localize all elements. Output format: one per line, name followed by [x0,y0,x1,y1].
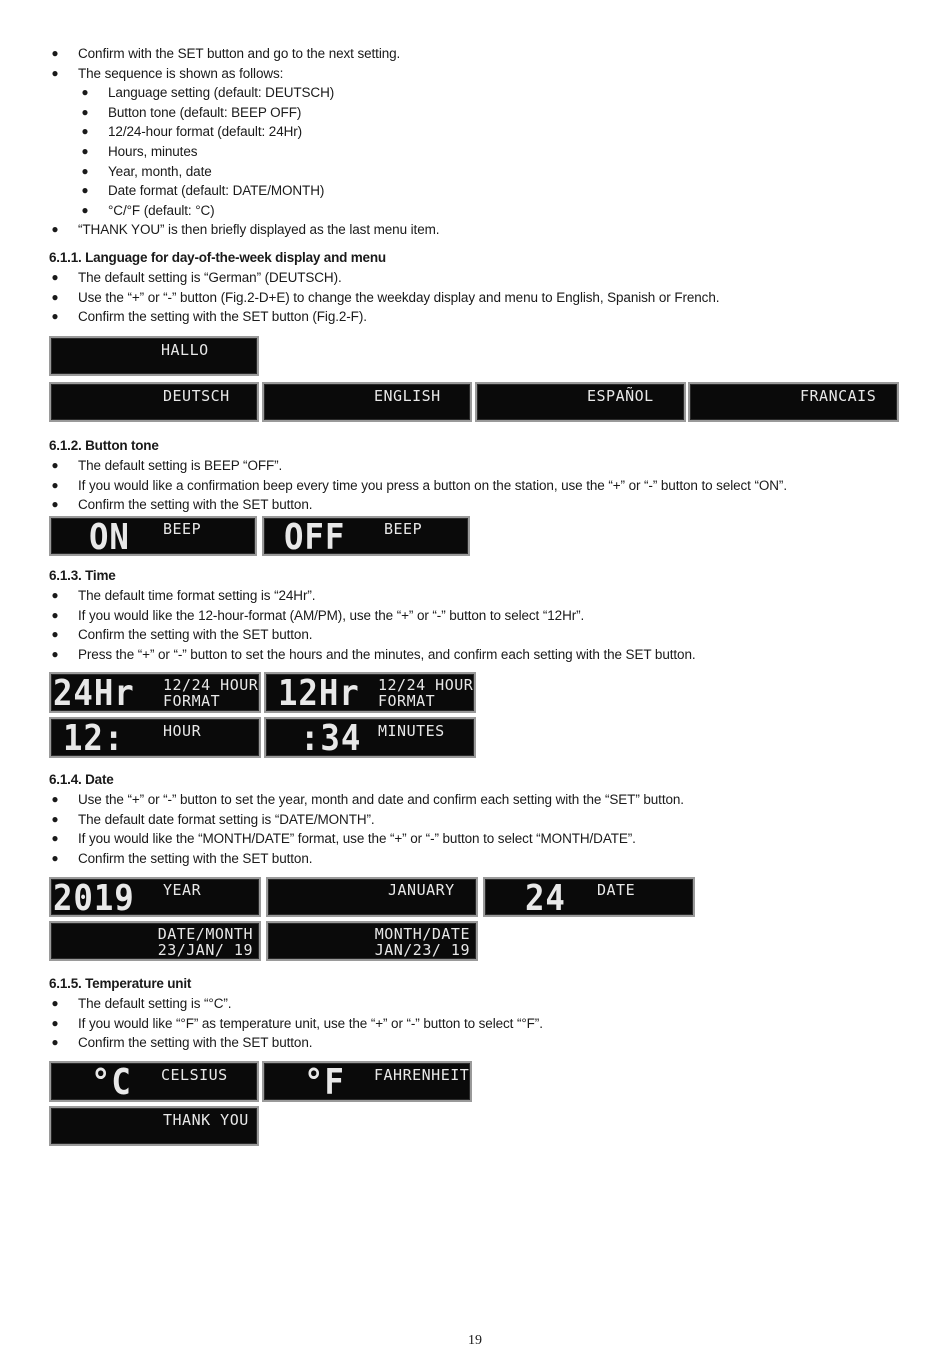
section-heading-date: 6.1.4. Date [49,772,114,787]
bullet-icon: ● [51,627,59,642]
list-item: ● The default setting is “°C”. [49,994,909,1014]
list-item: ● If you would like a confirmation beep every time you press a button on the station, use the “+” or “-” button to select “ON”. [49,476,909,496]
bullet-icon: ● [51,1015,59,1030]
lcd-minutes: :34 MINUTES [264,717,476,758]
bullet-icon: ● [51,497,59,512]
list-item: ● Confirm the setting with the SET button. [49,849,909,869]
section-heading-language: 6.1.1. Language for day-of-the-week display and menu [49,250,386,265]
list-item: ● The default date format setting is “DATE/MONTH”. [49,810,909,830]
bullet-icon: ● [51,588,59,602]
bullet-icon: ● [51,458,59,472]
temperature-bullets [49,994,909,1053]
bullet-icon: ● [81,85,89,100]
list-item: ● Confirm the setting with the SET button. [49,1033,909,1053]
page-number: 19 [468,1333,482,1348]
bullet-icon: ● [51,270,59,284]
lcd-hallo: HALLO [49,336,259,376]
list-item: ● Year, month, date [49,162,909,182]
list-item: ● Date format (default: DATE/MONTH) [49,181,909,201]
bullet-icon: ● [51,65,59,80]
list-item: ● The default setting is “German” (DEUTSCH). [49,268,909,288]
lcd-12hr-format: 12Hr 12/24 HOUR FORMAT [264,672,476,713]
list-item: ● Confirm the setting with the SET button. [49,625,909,645]
list-item: ● Confirm the setting with the SET button (Fig.2-F). [49,307,909,327]
intro-list [49,44,909,240]
lcd-year: 2019 YEAR [49,877,261,917]
list-item: ● Button tone (default: BEEP OFF) [49,103,909,123]
bullet-icon: ● [51,607,59,622]
list-item: ● The sequence is shown as follows: [49,64,909,84]
section-heading-button-tone: 6.1.2. Button tone [49,438,159,453]
lcd-fahrenheit: °F FAHRENHEIT [262,1061,472,1102]
list-item: ● Use the “+” or “-” button (Fig.2-D+E) to change the weekday display and menu to English, Spanish or French. [49,288,909,308]
lcd-lang-espanol: ESPAÑOL [475,382,686,422]
bullet-icon: ● [51,831,59,846]
lcd-hour: 12: HOUR [49,717,261,758]
bullet-icon: ● [51,646,59,661]
bullet-icon: ● [51,309,59,324]
lcd-24hr-format: 24Hr 12/24 HOUR FORMAT [49,672,261,713]
date-bullets [49,790,909,868]
time-bullets [49,586,909,664]
section-heading-temperature: 6.1.5. Temperature unit [49,976,192,991]
list-item: ● Language setting (default: DEUTSCH) [49,83,909,103]
bullet-icon: ● [51,222,59,237]
list-item: ● Hours, minutes [49,142,909,162]
list-item: ● Use the “+” or “-” button to set the year, month and date and confirm each setting with the “SET” button. [49,790,909,810]
list-item: ● The default setting is BEEP “OFF”. [49,456,909,476]
list-item: ● Press the “+” or “-” button to set the hours and the minutes, and confirm each setting with the SET button. [49,645,909,665]
list-item: ● The default time format setting is “24Hr”. [49,586,909,606]
bullet-icon: ● [51,46,59,60]
bullet-icon: ● [51,477,59,492]
list-item: ● °C/°F (default: °C) [49,201,909,221]
bullet-icon: ● [51,850,59,865]
lcd-thank-you: THANK YOU [49,1106,259,1146]
bullet-icon: ● [81,202,89,217]
lcd-month-date-format: MONTH/DATE JAN/23/ 19 [266,921,478,961]
bullet-icon: ● [81,104,89,119]
lcd-date: 24 DATE [483,877,695,917]
bullet-icon: ● [51,996,59,1010]
lcd-lang-francais: FRANCAIS [688,382,899,422]
list-item: ● If you would like the 12-hour-format (AM/PM), use the “+” or “-” button to select “12Hr”. [49,606,909,626]
lcd-lang-english: ENGLISH [262,382,472,422]
lcd-date-month-format: DATE/MONTH 23/JAN/ 19 [49,921,261,961]
list-item: ● Confirm the setting with the SET button. [49,495,909,515]
bullet-icon: ● [81,183,89,198]
bullet-icon: ● [51,792,59,806]
lcd-lang-deutsch: DEUTSCH [49,382,259,422]
lcd-beep-off: OFF BEEP [262,516,470,556]
bullet-icon: ● [51,811,59,826]
section-heading-time: 6.1.3. Time [49,568,116,583]
list-item: ● 12/24-hour format (default: 24Hr) [49,122,909,142]
bullet-icon: ● [51,289,59,304]
lcd-beep-on: ON BEEP [49,516,257,556]
list-item: ● “THANK YOU” is then briefly displayed as the last menu item. [49,220,909,240]
bullet-icon: ● [51,1035,59,1050]
bullet-icon: ● [81,143,89,158]
list-item: ● If you would like the “MONTH/DATE” format, use the “+” or “-” button to select “MONTH/DATE”. [49,829,909,849]
list-item: ● Confirm with the SET button and go to the next setting. [49,44,909,64]
lcd-month: JANUARY [266,877,478,917]
lcd-celsius: °C CELSIUS [49,1061,259,1102]
bullet-icon: ● [81,163,89,178]
list-item: ● If you would like “°F” as temperature unit, use the “+” or “-” button to select “°F”. [49,1014,909,1034]
beep-bullets [49,456,909,515]
bullet-icon: ● [81,124,89,139]
language-bullets [49,268,909,327]
